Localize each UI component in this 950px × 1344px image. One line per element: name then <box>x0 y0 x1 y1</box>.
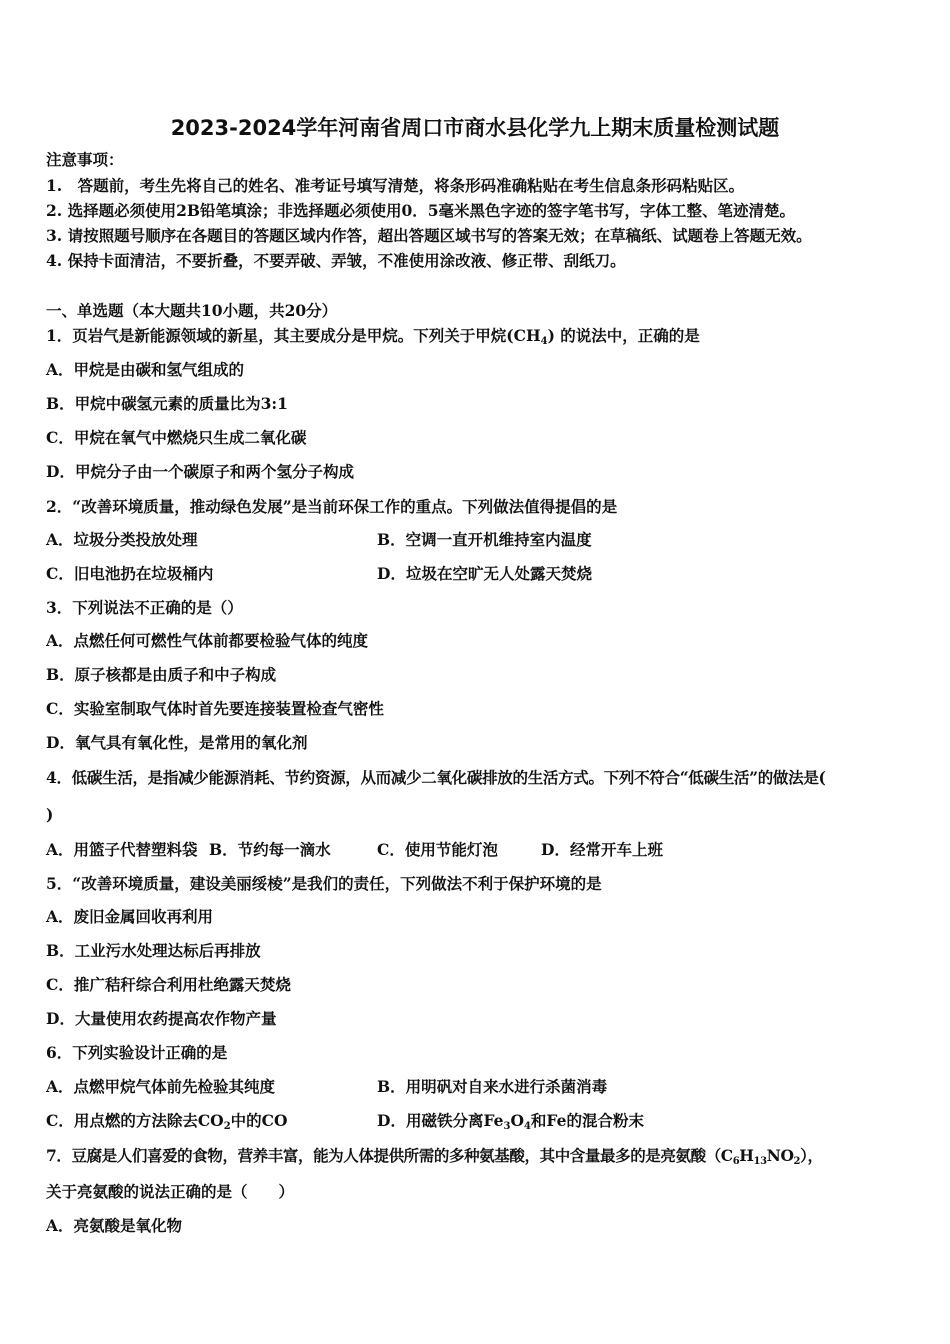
stem-part: NO <box>766 1146 794 1165</box>
option: B．空调一直开机维持室内温度 <box>377 530 592 549</box>
notice-item: 1. 答题前，考生先将自己的姓名、准考证号填写清楚，将条形码准确粘贴在考生信息条形码粘贴区。 <box>46 176 745 195</box>
notice-item: 3. 请按照题号顺序在各题目的答题区域内作答，超出答题区域书写的答案无效；在草稿纸、试题卷上答题无效。 <box>46 226 812 245</box>
option: A．废旧金属回收再利用 <box>46 907 214 926</box>
stem-part: H <box>739 1146 754 1165</box>
subscript: 13 <box>753 1156 767 1167</box>
question-7-stem-continued: 关于亮氨酸的说法正确的是（ ） <box>46 1182 295 1201</box>
option: A．点燃甲烷气体前先检验其纯度 <box>46 1077 276 1096</box>
question-5-stem: 5．“改善环境质量，建设美丽绥棱”是我们的责任，下列做法不利于保护环境的是 <box>46 874 602 893</box>
stem-part: 7．豆腐是人们喜爱的食物，营养丰富，能为人体提供所需的多种氨基酸，其中含量最多的是亮氨酸（C <box>46 1146 733 1165</box>
option: A．用篮子代替塑料袋 <box>46 840 198 859</box>
option: C．使用节能灯泡 <box>377 840 498 859</box>
subscript: 2 <box>223 1121 231 1132</box>
option: A．点燃任何可燃性气体前都要检验气体的纯度 <box>46 631 369 650</box>
option: D．大量使用农药提高农作物产量 <box>46 1009 277 1028</box>
question-6-stem: 6．下列实验设计正确的是 <box>46 1043 228 1062</box>
notice-item: 4. 保持卡面清洁，不要折叠，不要弄破、弄皱，不准使用涂改液、修正带、刮纸刀。 <box>46 251 626 270</box>
subscript: 4 <box>523 1121 531 1132</box>
option-part: 和Fe的混合粉末 <box>530 1111 644 1130</box>
option: B．用明矾对自来水进行杀菌消毒 <box>377 1077 608 1096</box>
option: C．推广秸秆综合利用杜绝露天焚烧 <box>46 975 291 994</box>
question-4-stem-end: ) <box>46 805 54 824</box>
option: B．原子核都是由质子和中子构成 <box>46 665 277 684</box>
option: C．旧电池扔在垃圾桶内 <box>46 564 214 583</box>
option: D．甲烷分子由一个碳原子和两个氢分子构成 <box>46 462 354 481</box>
option: D．氧气具有氧化性，是常用的氧化剂 <box>46 733 308 752</box>
question-3-stem: 3．下列说法不正确的是（） <box>46 598 243 617</box>
notice-heading: 注意事项： <box>46 150 124 169</box>
section-heading: 一、单选题（本大题共10小题，共20分） <box>46 301 338 320</box>
option: D．垃圾在空旷无人处露天焚烧 <box>377 564 592 583</box>
option: C．实验室制取气体时首先要连接装置检查气密性 <box>46 699 384 718</box>
stem-part: 1．页岩气是新能源领域的新星，其主要成分是甲烷。下列关于甲烷(CH <box>46 326 541 345</box>
subscript: 4 <box>540 336 548 347</box>
question-1-stem <box>46 326 700 352</box>
option: B．节约每一滴水 <box>209 840 331 859</box>
option <box>377 1111 644 1137</box>
option <box>46 1111 288 1137</box>
subscript: 6 <box>732 1156 740 1167</box>
question-7-stem <box>46 1146 823 1172</box>
option: C．甲烷在氧气中燃烧只生成二氧化碳 <box>46 428 307 447</box>
option: A．垃圾分类投放处理 <box>46 530 198 549</box>
subscript: 2 <box>793 1156 801 1167</box>
option-part: O <box>510 1111 524 1130</box>
option: A．甲烷是由碳和氢气组成的 <box>46 360 245 379</box>
notice-item: 2. 选择题必须使用2B铅笔填涂；非选择题必须使用0．5毫米黑色字迹的签字笔书写，字体工整、笔迹清楚。 <box>46 201 796 220</box>
question-4-stem: 4．低碳生活，是指减少能源消耗、节约资源，从而减少二氧化碳排放的生活方式。下列不符合“低碳生活”的做法是( <box>46 768 826 787</box>
option: D．经常开车上班 <box>541 840 663 859</box>
question-2-stem: 2．“改善环境质量，推动绿色发展”是当前环保工作的重点。下列做法值得提倡的是 <box>46 497 618 516</box>
option: A．亮氨酸是氧化物 <box>46 1216 183 1235</box>
option: B．甲烷中碳氢元素的质量比为3:1 <box>46 394 288 413</box>
option-part: 中的CO <box>230 1111 288 1130</box>
stem-part: ）， <box>800 1146 823 1165</box>
option-part: D．用磁铁分离Fe <box>377 1111 504 1130</box>
option-part: C．用点燃的方法除去CO <box>46 1111 224 1130</box>
option: B．工业污水处理达标后再排放 <box>46 941 261 960</box>
page-title: 2023-2024学年河南省周口市商水县化学九上期末质量检测试题 <box>170 116 780 140</box>
subscript: 3 <box>503 1121 511 1132</box>
stem-part: ) 的说法中，正确的是 <box>547 326 700 345</box>
